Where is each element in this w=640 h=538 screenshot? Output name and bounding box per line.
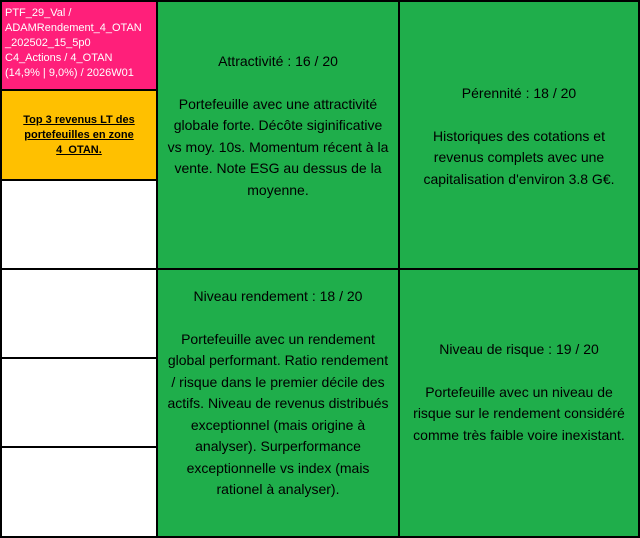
risque-title: Niveau de risque : 19 / 20 — [439, 341, 599, 357]
risque-panel — [398, 268, 640, 538]
empty-cell-4 — [0, 446, 158, 538]
empty-cell-1 — [0, 179, 158, 270]
top3-label-cell — [0, 89, 158, 181]
portfolio-header-line: C4_Actions / 4_OTAN — [5, 52, 113, 64]
rendement-panel — [156, 268, 400, 538]
attractivite-title: Attractivité : 16 / 20 — [218, 53, 338, 69]
portfolio-header-line: PTF_29_Val / — [5, 7, 72, 19]
portfolio-header-line: ADAMRendement_4_OTAN — [5, 22, 142, 34]
rendement-title: Niveau rendement : 18 / 20 — [193, 288, 363, 304]
empty-cell-2 — [0, 268, 158, 359]
portfolio-header-line: _202502_15_5p0 — [5, 37, 91, 49]
perennite-description: Historiques des cotations et revenus complets avec une capitalisation d'environ 3.8 G€. — [423, 127, 615, 187]
portfolio-header-line: (14,9% | 9,0%) / 2026W01 — [5, 67, 134, 79]
top3-label: Top 3 revenus LT des portefeuilles en zone 4_OTAN. — [23, 113, 135, 156]
perennite-title: Pérennité : 18 / 20 — [461, 85, 577, 101]
risque-description: Portefeuille avec un niveau de risque sur le rendement considéré comme très faible voire inexistant. — [413, 383, 625, 443]
empty-cell-3 — [0, 357, 158, 448]
rendement-description: Portefeuille avec un rendement global performant. Ratio rendement / risque dans le premier décile des actifs. Niveau de revenus distribués exceptionnel (mais origine à analyser). Surperformance exceptionnelle vs index (mais rationel à analyser). — [167, 330, 389, 497]
attractivite-panel — [156, 0, 400, 270]
attractivite-description: Portefeuille avec une attractivité globale forte. Décôte siginificative vs moy. 10s. Momentum récent à la vente. Note ESG au dessus de la moyenne. — [167, 95, 389, 198]
portfolio-header-cell — [0, 0, 158, 91]
perennite-panel — [398, 0, 640, 270]
